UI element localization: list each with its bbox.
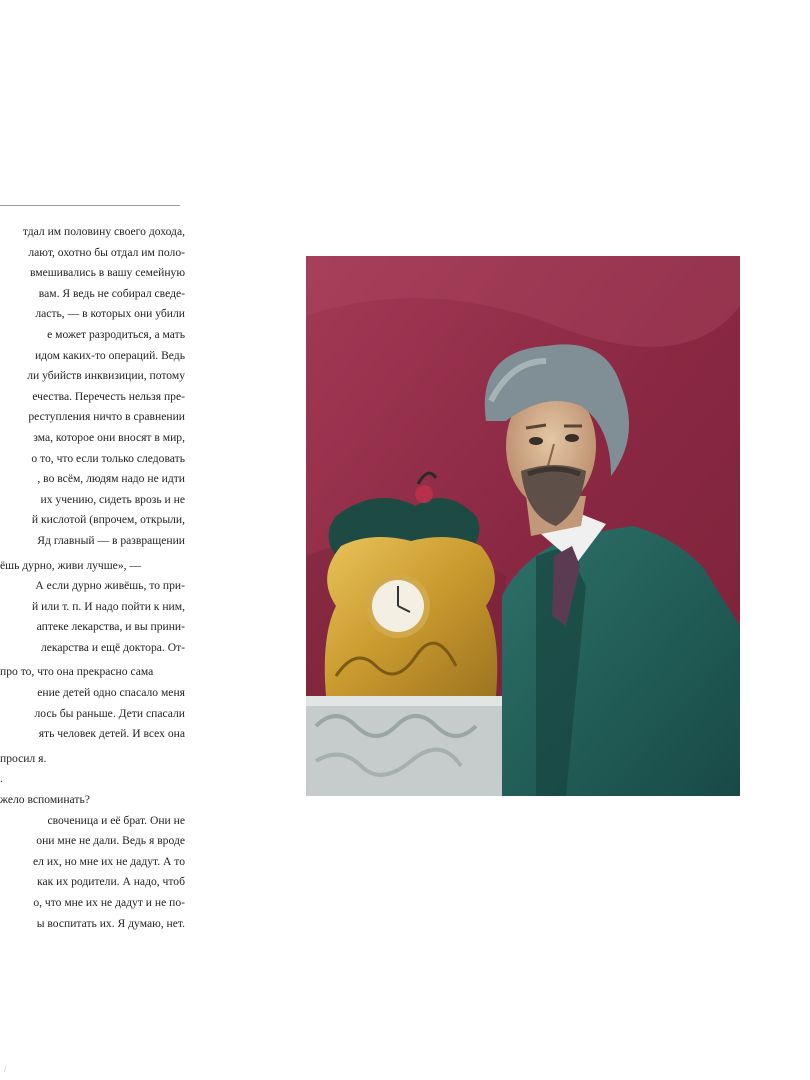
text-line: тдал им половину своего дохода, xyxy=(22,225,185,238)
text-line: ласть, — в которых они убили xyxy=(35,307,185,321)
text-line: о, что мне их не дадут и не по- xyxy=(33,896,185,909)
text-line: как их родители. А надо, чтоб xyxy=(37,875,185,889)
text-column xyxy=(0,222,185,934)
text-line: , во всём, людям надо не идти xyxy=(37,472,185,486)
text-line: их учению, сидеть врозь и не xyxy=(40,492,185,506)
header-rule xyxy=(0,205,180,206)
text-line: лают, охотно бы отдал им поло- xyxy=(28,245,185,259)
corner-mark: / xyxy=(4,1064,7,1074)
portrait-illustration xyxy=(306,256,740,796)
text-line: ёшь дурно, живи лучше», — xyxy=(0,558,142,572)
text-line: лось бы раньше. Дети спасали xyxy=(34,706,185,720)
text-line: вам. Я ведь не собирал сведе- xyxy=(38,286,185,300)
text-line: ы воспитать их. Я думаю, нет. xyxy=(36,916,185,930)
text-line: й или т. п. И надо пойти к ним, xyxy=(32,599,185,613)
text-line: ел их, но мне их не дадут. А то xyxy=(33,854,185,868)
text-line: они мне не дали. Ведь я вроде xyxy=(36,834,185,848)
text-line: лекарства и ещё доктора. От- xyxy=(40,640,185,654)
text-line: о то, что если только следовать xyxy=(31,451,185,465)
text-line: реступления ничто в сравнении xyxy=(28,410,185,424)
text-line: своченица и её брат. Они не xyxy=(47,813,185,827)
text-line: . xyxy=(0,772,3,786)
text-line: ли убийств инквизиции, потому xyxy=(27,369,185,383)
text-line: ечества. Перечесть нельзя пре- xyxy=(32,389,185,403)
text-line: Яд главный — в развращении xyxy=(37,533,185,547)
text-line: жело вспоминать? xyxy=(0,793,90,807)
text-line: аптеке лекарства, и вы прини- xyxy=(36,620,185,634)
text-line: про то, что она прекрасно сама xyxy=(0,665,154,679)
text-line: зма, которое они вносят в мир, xyxy=(33,430,185,444)
text-line: вмешивались в вашу семейную xyxy=(29,266,185,280)
text-line: ять человек детей. И всех она xyxy=(38,727,185,741)
text-line: А если дурно живёшь, то при- xyxy=(35,579,185,593)
portrait-painting xyxy=(306,256,740,796)
text-line: просил я. xyxy=(0,751,47,765)
text-line: идом каких-то операций. Ведь xyxy=(34,348,185,362)
text-line: ение детей одно спасало меня xyxy=(37,686,185,700)
mantel xyxy=(306,696,506,796)
text-line: е может разродиться, а мать xyxy=(47,327,185,341)
text-line: й кислотой (впрочем, открыли, xyxy=(31,513,185,527)
